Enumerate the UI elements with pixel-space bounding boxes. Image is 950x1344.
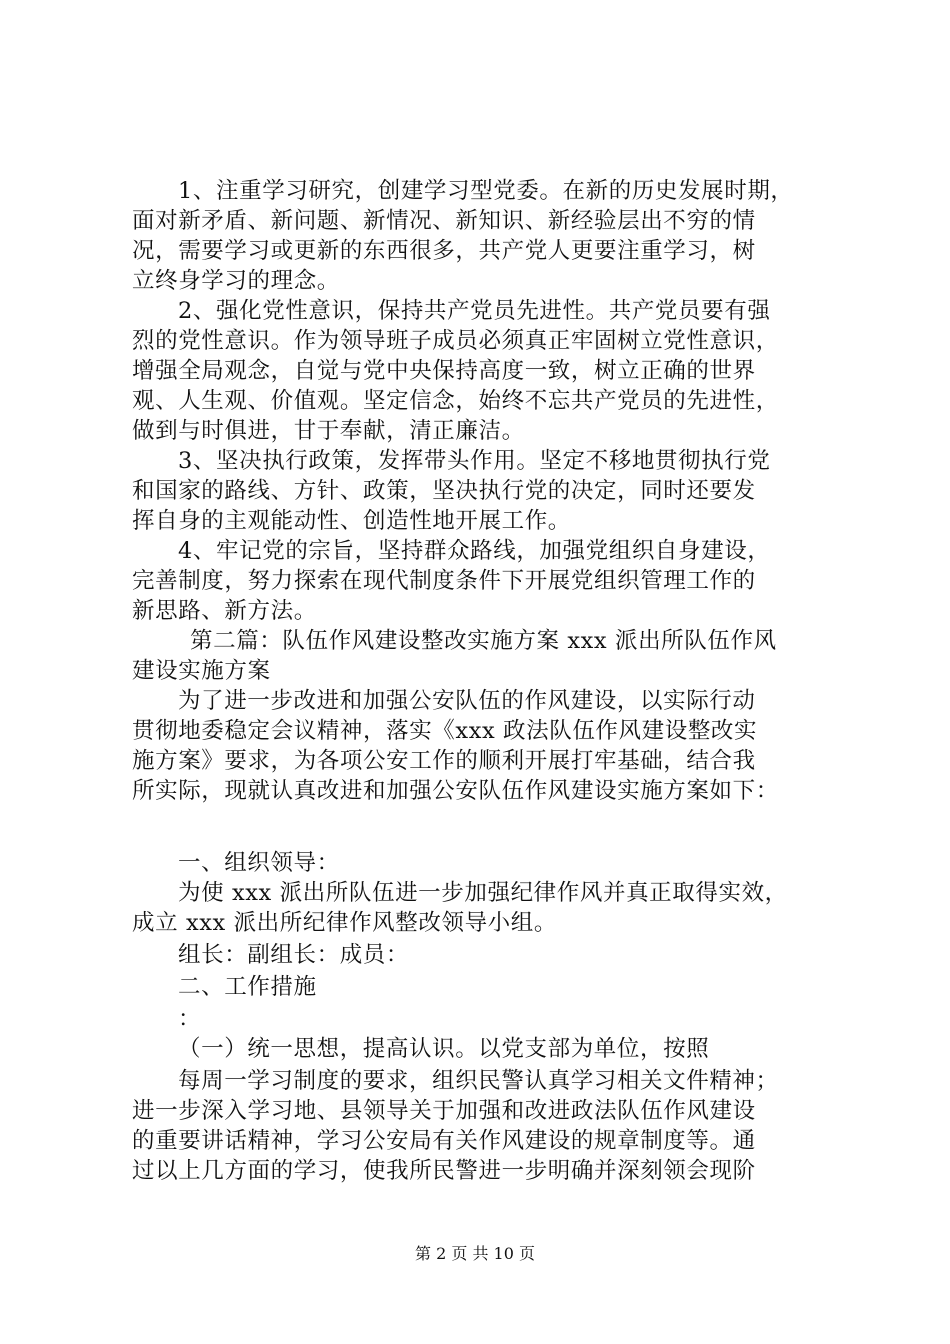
text-line: 过以上几方面的学习，使我所民警进一步明确并深刻领会现阶 — [132, 1158, 756, 1184]
text-line: 成立 xxx 派出所纪律作风整改领导小组。 — [132, 910, 557, 936]
text-line: 为了进一步改进和加强公安队伍的作风建设，以实际行动 — [178, 688, 756, 714]
text-line: 况，需要学习或更新的东西很多，共产党人更要注重学习，树 — [132, 238, 756, 264]
text-line: 施方案》要求，为各项公安工作的顺利开展打牢基础，结合我 — [132, 748, 756, 774]
text-line: ： — [178, 1006, 202, 1032]
text-line: 的重要讲话精神，学习公安局有关作风建设的规章制度等。通 — [132, 1128, 756, 1154]
text-line: （一）统一思想，提高认识。以党支部为单位，按照 — [178, 1036, 710, 1062]
text-line: 增强全局观念，自觉与党中央保持高度一致，树立正确的世界 — [132, 358, 756, 384]
text-line: 新思路、新方法。 — [132, 598, 317, 624]
text-line: 组长：副组长：成员： — [178, 942, 410, 968]
heading: 一、组织领导： — [178, 850, 340, 876]
text-line: 挥自身的主观能动性、创造性地开展工作。 — [132, 508, 571, 534]
text-line: 2、强化党性意识，保持共产党员先进性。共产党员要有强 — [178, 298, 771, 324]
text-line: 和国家的路线、方针、政策，坚决执行党的决定，同时还要发 — [132, 478, 756, 504]
text-line: 立终身学习的理念。 — [132, 268, 340, 294]
section-title: 第二篇：队伍作风建设整改实施方案 xxx 派出所队伍作风 — [190, 628, 777, 654]
text-line: 烈的党性意识。作为领导班子成员必须真正牢固树立党性意识， — [132, 328, 779, 354]
heading: 二、工作措施 — [178, 974, 317, 1000]
text-line: 完善制度，努力探索在现代制度条件下开展党组织管理工作的 — [132, 568, 756, 594]
text-line: 面对新矛盾、新问题、新情况、新知识、新经验层出不穷的情 — [132, 208, 756, 234]
text-line: 进一步深入学习地、县领导关于加强和改进政法队伍作风建设 — [132, 1098, 756, 1124]
text-line: 3、坚决执行政策，发挥带头作用。坚定不移地贯彻执行党 — [178, 448, 771, 474]
text-line: 所实际，现就认真改进和加强公安队伍作风建设实施方案如下： — [132, 778, 779, 804]
page-number: 第 2 页 共 10 页 — [415, 1244, 535, 1263]
text-line: 为使 xxx 派出所队伍进一步加强纪律作风并真正取得实效， — [178, 880, 788, 906]
text-line: 观、人生观、价值观。坚定信念，始终不忘共产党员的先进性， — [132, 388, 779, 414]
text-line: 4、牢记党的宗旨，坚持群众路线，加强党组织自身建设， — [178, 538, 771, 564]
text-line: 每周一学习制度的要求，组织民警认真学习相关文件精神； — [178, 1068, 779, 1094]
text-line: 1、注重学习研究，创建学习型党委。在新的历史发展时期， — [178, 178, 794, 204]
text-line: 贯彻地委稳定会议精神，落实《xxx 政法队伍作风建设整改实 — [132, 718, 758, 744]
section-title: 建设实施方案 — [132, 658, 271, 684]
text-line: 做到与时俱进，甘于奉献，清正廉洁。 — [132, 418, 525, 444]
